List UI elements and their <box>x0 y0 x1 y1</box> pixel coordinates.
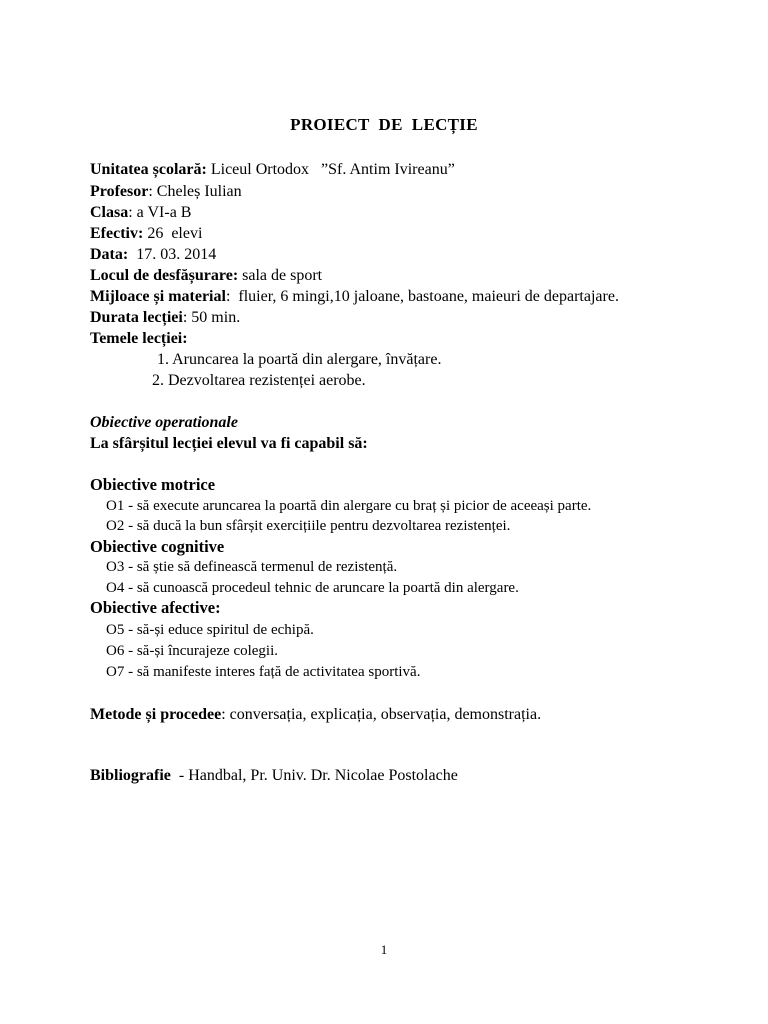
objective-item: O4 - să cunoască procedeul tehnic de aruncare la poartă din alergare. <box>106 580 519 596</box>
field-materials <box>90 287 619 307</box>
field-teacher <box>90 182 242 202</box>
objective-item: O7 - să manifeste interes față de activitatea sportivă. <box>106 664 421 680</box>
field-label: Unitatea școlară: <box>90 161 207 178</box>
bibliography-value: - Handbal, Pr. Univ. Dr. Nicolae Postolache <box>170 767 458 784</box>
field-label: Locul de desfășurare: <box>90 267 239 284</box>
page-number: 1 <box>380 942 388 957</box>
field-duration <box>90 308 240 328</box>
objective-item: O2 - să ducă la bun sfârșit exercițiile pentru dezvoltarea rezistenței. <box>106 518 511 534</box>
field-class <box>90 203 191 223</box>
field-label: Efectiv: <box>90 225 144 242</box>
field-location <box>90 266 322 286</box>
field-value: 17. 03. 2014 <box>128 246 217 263</box>
field-value: sala de sport <box>238 267 323 284</box>
bibliography-line <box>90 766 458 786</box>
objective-item: O1 - să execute aruncarea la poartă din alergare cu braț și picior de aceeași parte. <box>106 498 592 514</box>
field-school <box>90 160 455 180</box>
theme-item: 1. Aruncarea la poartă din alergare, învățare. <box>157 351 442 368</box>
field-value: 26 elevi <box>143 225 203 242</box>
field-label: Mijloace și material <box>90 288 226 305</box>
objective-item: O6 - să-și încurajeze colegii. <box>106 643 279 659</box>
field-label: Data: <box>90 246 129 263</box>
methods-line <box>90 705 541 725</box>
themes-label: Temele lecției: <box>90 330 188 347</box>
field-value: : fluier, 6 mingi,10 jaloane, bastoane, maieuri de departajare. <box>225 288 619 305</box>
field-label: Profesor <box>90 183 149 200</box>
methods-label: Metode și procedee <box>90 706 222 723</box>
field-headcount <box>90 224 202 244</box>
objectives-intro: La sfârșitul lecției elevul va fi capabil să: <box>90 435 368 452</box>
document-title: PROIECT DE LECȚIE <box>290 115 478 134</box>
methods-value: : conversația, explicația, observația, demonstrația. <box>221 706 542 723</box>
field-value: Liceul Ortodox ”Sf. Antim Ivireanu” <box>206 161 455 178</box>
theme-item: 2. Dezvoltarea rezistenței aerobe. <box>152 372 366 389</box>
objective-group-heading: Obiective motrice <box>90 475 216 494</box>
bibliography-label: Bibliografie <box>90 767 171 784</box>
field-label: Durata lecției <box>90 309 183 326</box>
field-value: : Cheleș Iulian <box>148 183 242 200</box>
objectives-heading: Obiective operationale <box>90 414 238 431</box>
field-value: : a VI-a B <box>128 204 192 221</box>
field-date <box>90 245 216 265</box>
objective-group-heading: Obiective cognitive <box>90 537 225 556</box>
objective-item: O5 - să-și educe spiritul de echipă. <box>106 622 314 638</box>
objective-item: O3 - să știe să definească termenul de rezistență. <box>106 559 398 575</box>
field-value: : 50 min. <box>182 309 241 326</box>
field-label: Clasa <box>90 204 129 221</box>
objective-group-heading: Obiective afective: <box>90 598 221 617</box>
